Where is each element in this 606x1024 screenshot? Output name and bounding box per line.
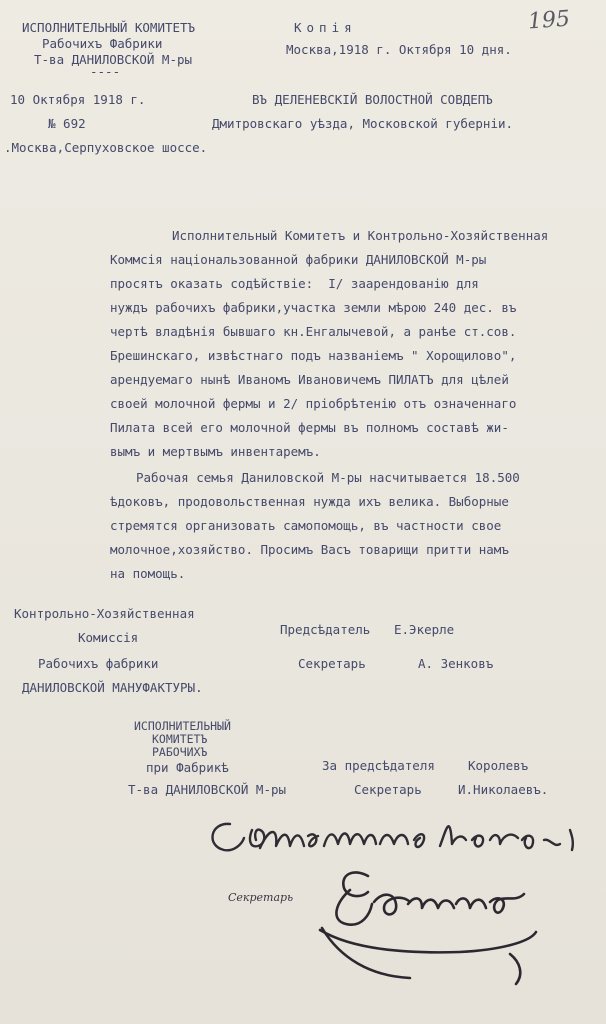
body-line: своей молочной фермы и 2/ пріобрѣтенію отъ означеннаго	[110, 396, 517, 411]
body-line: Исполнительный Комитетъ и Контрольно-Хозяйственная	[172, 228, 549, 243]
for-chair-label: За предсѣдателя	[322, 758, 435, 773]
secretary-label: Секретарь	[298, 656, 366, 671]
stamp-line: ИСПОЛНИТЕЛЬНЫЙ	[134, 719, 231, 733]
body-line: просятъ оказать содѣйствіе: I/ заарендованію для	[110, 276, 479, 291]
stamp-line: Т-ва ДАНИЛОВСКОЙ М-ры	[128, 782, 287, 797]
header-factory: Т-ва ДАНИЛОВСКОЙ М-ры	[34, 52, 193, 67]
letter-number: № 692	[48, 116, 86, 131]
stamp-line: РАБОЧИХЪ	[152, 745, 208, 759]
place-date: Москва,1918 г. Октября 10 дня.	[286, 42, 512, 57]
body-line: Рабочая семья Даниловской М-ры насчитывается 18.500	[136, 470, 520, 485]
sender-address: .Москва,Серпуховское шоссе.	[4, 140, 208, 155]
stamp-line: КОМИТЕТЪ	[152, 732, 208, 746]
kh-commission-title: Контрольно-Хозяйственная	[14, 606, 195, 621]
body-line: арендуемаго нынѣ Иваномъ Ивановичемъ ПИЛАТЪ для цѣлей	[110, 372, 509, 387]
header-dash: ----	[90, 64, 121, 79]
secretary2-name: И.Николаевъ.	[458, 782, 549, 797]
body-line: вымъ и мертвымъ инвентаремъ.	[110, 444, 321, 459]
body-line: Пилата всей его молочной фермы въ полномъ составѣ жи-	[110, 420, 509, 435]
body-line: Брешинскаго, извѣстнаго подъ названіемъ " Хорощилово",	[110, 348, 517, 363]
body-line: на помощь.	[110, 566, 186, 581]
for-chair-name: Королевъ	[468, 758, 529, 773]
letter-date: 10 Октября 1918 г.	[10, 92, 146, 107]
kh-commission-word: Комиссія	[78, 630, 139, 645]
body-line: Коммсія національзованной фабрики ДАНИЛОВСКОЙ М-ры	[110, 252, 487, 267]
header-committee: ИСПОЛНИТЕЛЬНЫЙ КОМИТЕТЪ	[22, 20, 196, 35]
body-line: чертѣ владѣнія бывшаго кн.Енгалычевой, а ранѣе ст.сов.	[110, 324, 517, 339]
body-line: нуждъ рабочихъ фабрики,участка земли мѣрою 240 дес. въ	[110, 300, 517, 315]
secretary-signature	[310, 858, 550, 998]
kh-commission-workers: Рабочихъ фабрики	[38, 656, 159, 671]
chair-label: Предсѣдатель	[280, 622, 371, 637]
body-line: ѣдоковъ, продовольственная нужда ихъ велика. Выборные	[110, 494, 509, 509]
body-line: молочное,хозяйство. Просимъ Васъ товарищи притти намъ	[110, 542, 509, 557]
secretary2-label: Секретарь	[354, 782, 422, 797]
addressee: ВЪ ДЕЛЕНЕВСКІЙ ВОЛОСТНОЙ СОВДЕПЪ	[252, 92, 493, 107]
secretary-name: А. Зенковъ	[418, 656, 494, 671]
header-workers: Рабочихъ Фабрики	[42, 36, 163, 51]
addressee-district: Дмитровскаго уѣзда, Московской губерніи.	[212, 116, 514, 131]
kh-commission-manufactory: ДАНИЛОВСКОЙ МАНУФАКТУРЫ.	[22, 680, 203, 695]
chair-name: Е.Экерле	[394, 622, 455, 637]
stamp-line: при Фабрикѣ	[146, 760, 229, 775]
archive-number: 195	[527, 6, 571, 35]
copy-label: Копія	[294, 20, 357, 35]
body-line: стремятся организовать самопомощь, въ частности свое	[110, 518, 502, 533]
handwritten-secretary-label: Секретарь	[228, 891, 294, 904]
